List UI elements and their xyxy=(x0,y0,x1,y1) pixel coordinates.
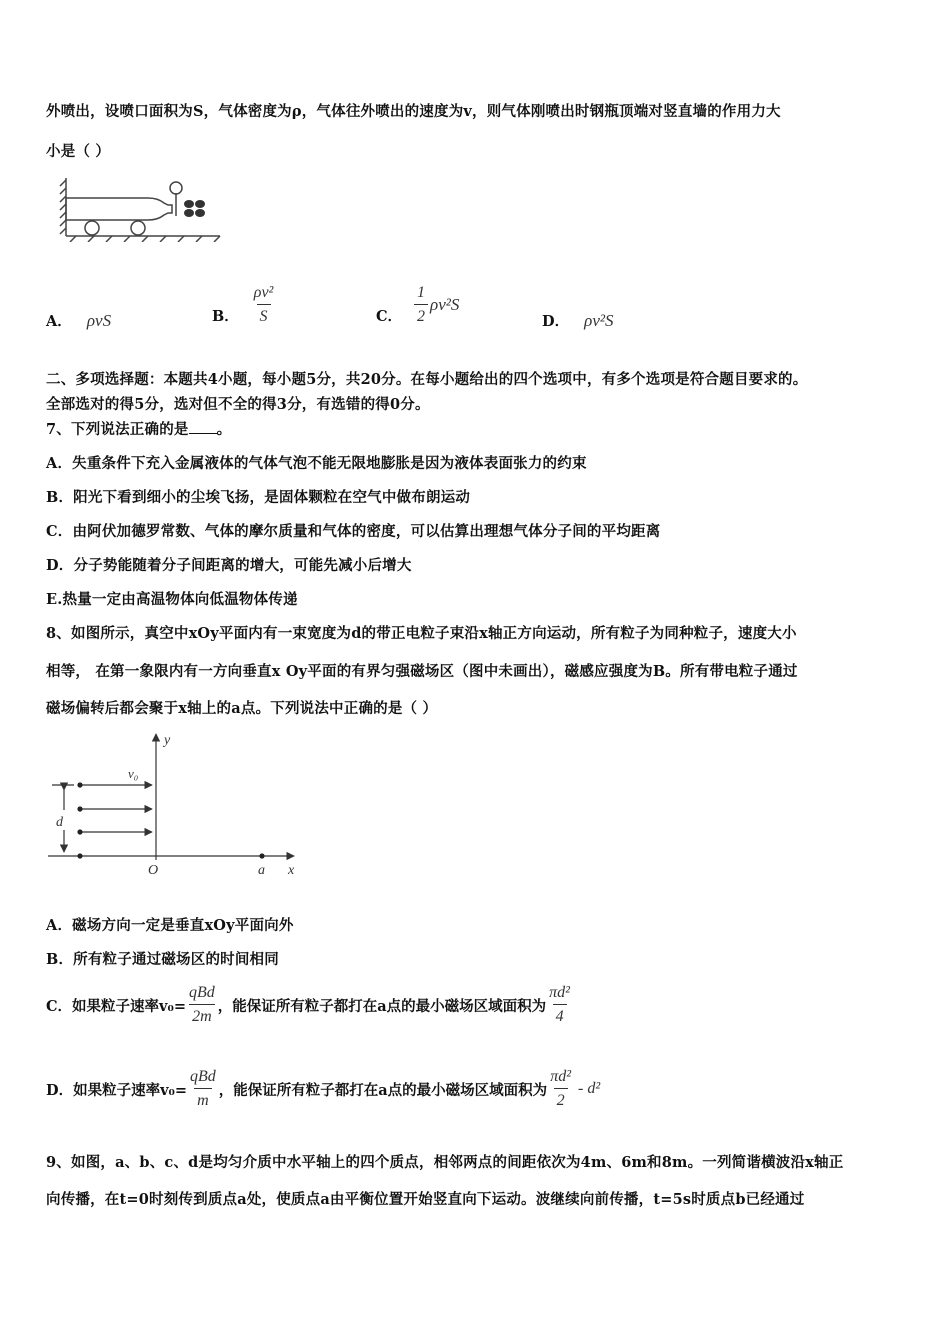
q8-option-c-area-num: πd² xyxy=(549,984,570,1001)
q7-option-c[interactable]: C．由阿伏加德罗常数、气体的摩尔质量和气体的密度，可以估算出理想气体分子间的平均距离 xyxy=(46,523,661,540)
q8-option-c-mid: ，能保证所有粒子都打在a点的最小磁场区域面积为 xyxy=(217,997,547,1015)
q8-option-d[interactable] xyxy=(46,1068,600,1110)
q9-line-1: 9、如图，a、b、c、d是均匀介质中水平轴上的四个质点，相邻两点的间距依次为4m、6m和8m。一列简谐横波沿x轴正 xyxy=(46,1154,844,1171)
q6-option-b-label: B． xyxy=(212,307,239,325)
q7-option-d[interactable]: D．分子势能随着分子间距离的增大，可能先减小后增大 xyxy=(46,557,412,574)
q6-option-c[interactable] xyxy=(376,284,459,326)
section2-line-1: 二、多项选择题：本题共4小题，每小题5分，共20分。在每小题给出的四个选项中，有多个选项是符合题目要求的。 xyxy=(46,371,808,388)
q6-option-b-den: S xyxy=(257,304,271,326)
q6-option-a[interactable] xyxy=(46,310,111,331)
q8-option-d-area-num: πd² xyxy=(550,1068,571,1085)
gas-cylinder-figure xyxy=(58,176,228,242)
q6-option-c-tail: ρv²S xyxy=(430,295,460,314)
q6-option-b-num: ρv² xyxy=(253,284,274,301)
point-a-label: a xyxy=(258,863,265,878)
q6-option-a-label: A． xyxy=(46,313,72,330)
q7-option-a[interactable]: A．失重条件下充入金属液体的气体气泡不能无限地膨胀是因为液体表面张力的约束 xyxy=(46,455,587,472)
q6-line-2: 小是（ ） xyxy=(46,143,111,160)
q7-stem-text: 7、下列说法正确的是 xyxy=(46,421,189,438)
q7-answer-blank[interactable] xyxy=(189,419,217,435)
q6-option-b[interactable] xyxy=(212,284,276,326)
q8-option-c[interactable] xyxy=(46,984,573,1026)
origin-label: O xyxy=(148,863,159,878)
y-axis-label: y xyxy=(164,733,171,748)
q7-option-e[interactable]: E.热量一定由高温物体向低温物体传递 xyxy=(46,591,298,608)
q8-option-d-num: qBd xyxy=(190,1068,216,1085)
q8-option-d-area-den: 2 xyxy=(554,1088,568,1110)
q6-option-d[interactable] xyxy=(542,310,613,331)
velocity-label: v₀ xyxy=(128,766,139,781)
width-label: d xyxy=(56,815,63,830)
q8-option-c-pre: C．如果粒子速率v₀= xyxy=(46,997,186,1015)
q8-line-1: 8、如图所示，真空中xOy平面内有一束宽度为d的带正电粒子束沿x轴正方向运动，所有粒子为同种粒子，速度大小 xyxy=(46,625,797,642)
q8-option-c-num: qBd xyxy=(188,984,215,1001)
section2-line-2: 全部选对的得5分，选对但不全的得3分，有选错的得0分。 xyxy=(46,396,430,413)
q6-option-d-label: D． xyxy=(542,313,570,330)
q6-line-1: 外喷出，设喷口面积为S，气体密度为ρ，气体往外喷出的速度为v，则气体刚喷出时钢瓶顶端对竖直墙的作用力大 xyxy=(46,103,781,120)
q6-option-d-expr: ρv²S xyxy=(584,311,614,330)
q6-option-c-num: 1 xyxy=(417,284,426,301)
particle-beam-figure xyxy=(44,728,304,878)
q7-stem xyxy=(46,418,231,439)
q8-option-d-pre: D．如果粒子速率v₀= xyxy=(46,1081,187,1099)
q8-option-c-den: 2m xyxy=(189,1004,215,1026)
q7-stem-end: 。 xyxy=(216,421,232,438)
q9-line-2: 向传播，在t=0时刻传到质点a处，使质点a由平衡位置开始竖直向下运动。波继续向前传播，t=5s时质点b已经通过 xyxy=(46,1191,805,1208)
q8-option-a[interactable]: A．磁场方向一定是垂直xOy平面向外 xyxy=(46,917,294,934)
q8-option-b[interactable]: B．所有粒子通过磁场区的时间相同 xyxy=(46,951,279,968)
q8-option-c-area-den: 4 xyxy=(553,1004,567,1026)
q6-option-a-expr: ρvS xyxy=(86,311,112,330)
q6-option-c-den: 2 xyxy=(414,304,428,326)
q8-line-3: 磁场偏转后都会聚于x轴上的a点。下列说法中正确的是（ ） xyxy=(46,700,438,717)
q8-option-d-tail: - d² xyxy=(578,1080,601,1097)
q8-option-d-den: m xyxy=(194,1088,212,1110)
q7-option-b[interactable]: B．阳光下看到细小的尘埃飞扬，是固体颗粒在空气中做布朗运动 xyxy=(46,489,471,506)
q8-line-2: 相等， 在第一象限内有一方向垂直x Oy平面的有界匀强磁场区（图中未画出），磁感应强度为B。所有带电粒子通过 xyxy=(46,663,798,680)
q6-option-c-label: C． xyxy=(376,307,403,325)
x-axis-label: x xyxy=(288,863,295,878)
q8-option-d-mid: ，能保证所有粒子都打在a点的最小磁场区域面积为 xyxy=(218,1081,548,1099)
